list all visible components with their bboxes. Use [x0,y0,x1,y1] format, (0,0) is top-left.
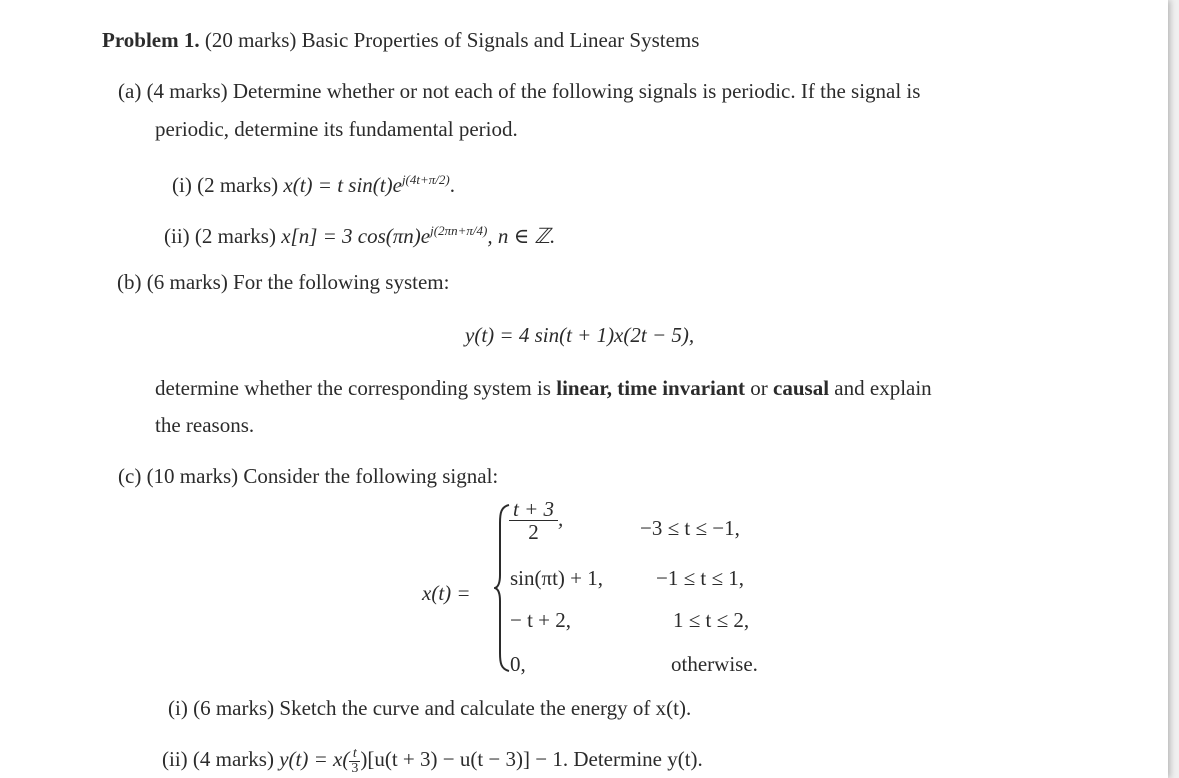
part-c-label: (c) [118,464,142,488]
part-a-line1 [118,78,920,104]
part-c-ii-fraction [349,747,360,776]
part-b-line3 [155,412,254,438]
part-b-text2-pre: determine whether the corresponding system is [155,376,551,400]
part-a-label: (a) [118,79,142,103]
part-c-i-label: (i) [168,696,188,720]
case-1-condition: −3 ≤ t ≤ −1, [640,516,740,540]
part-b-text: (6 marks) For the following system: [146,270,450,294]
part-b-text3: the reasons. [155,413,255,437]
part-a-i-formula: x(t) = t sin(t)e [283,173,402,197]
part-c-ii-marks: (4 marks) [192,747,274,771]
part-c-text: (10 marks) Consider the following signal: [146,464,499,488]
case-3-expr: − t + 2, [510,608,572,632]
part-c-ii-post: )[u(t + 3) − u(t − 3)] − 1. Determine y(t). [360,747,703,771]
part-c-ii-label: (ii) [162,747,188,771]
case-4-expr: 0, [510,652,526,676]
case-2-expr: sin(πt) + 1, [510,566,604,590]
case-4-condition: otherwise. [671,652,758,676]
part-b-line1 [117,269,449,295]
part-b-label: (b) [117,270,142,294]
part-a-text1: (4 marks) Determine whether or not each of the following signals is periodic. If the signal is [146,79,921,103]
part-a-ii [164,218,555,249]
part-a-i-marks: (2 marks) [197,173,279,197]
part-a-i-tail: . [449,173,455,197]
part-c-i [168,695,691,721]
part-b-equation: y(t) = 4 sin(t + 1)x(2t − 5), [465,323,695,347]
case-1-comma: , [558,506,564,531]
part-a-i-label: (i) [172,173,192,197]
part-c-ii [162,746,703,776]
piecewise-lhs: x(t) = [422,581,471,605]
part-c-i-text: (6 marks) Sketch the curve and calculate the energy of x(t). [193,696,692,720]
part-a-ii-label: (ii) [164,224,190,248]
part-a-ii-formula: x[n] = 3 cos(πn)e [281,224,431,248]
part-b-kw-or: or [750,376,768,400]
case-1-numerator: t + 3 [509,498,558,521]
part-a-ii-exponent: j(2πn+π/4) [430,223,488,238]
part-a-line2 [155,116,518,142]
part-a-text2: periodic, determine its fundamental period. [155,117,518,141]
part-c-ii-frac-num: t [349,747,360,762]
part-c-ii-pre: y(t) = x( [279,747,350,771]
case-3-condition: 1 ≤ t ≤ 2, [673,608,750,632]
part-b-kw-causal: causal [773,376,830,400]
part-c-ii-frac-den: 3 [351,760,359,776]
part-a-i [172,167,455,198]
part-a-i-exponent: j(4t+π/2) [401,172,450,187]
case-1-expr [509,498,563,543]
problem-label: Problem 1. [102,28,200,52]
part-b-text2-post: and explain [834,376,932,400]
problem-title: (20 marks) Basic Properties of Signals and Linear Systems [204,28,700,52]
part-b-line2 [155,375,932,401]
part-b-kw-time-invariant: time invariant [617,376,746,400]
part-b-kw-linear: linear, [556,376,613,400]
part-a-ii-tail: , n ∈ ℤ. [487,224,556,248]
case-2-condition: −1 ≤ t ≤ 1, [656,566,744,590]
part-a-ii-marks: (2 marks) [194,224,276,248]
case-1-denominator: 2 [528,520,539,544]
part-c-line1 [118,463,498,489]
case-1-fraction [509,498,558,543]
problem-heading [102,27,699,53]
